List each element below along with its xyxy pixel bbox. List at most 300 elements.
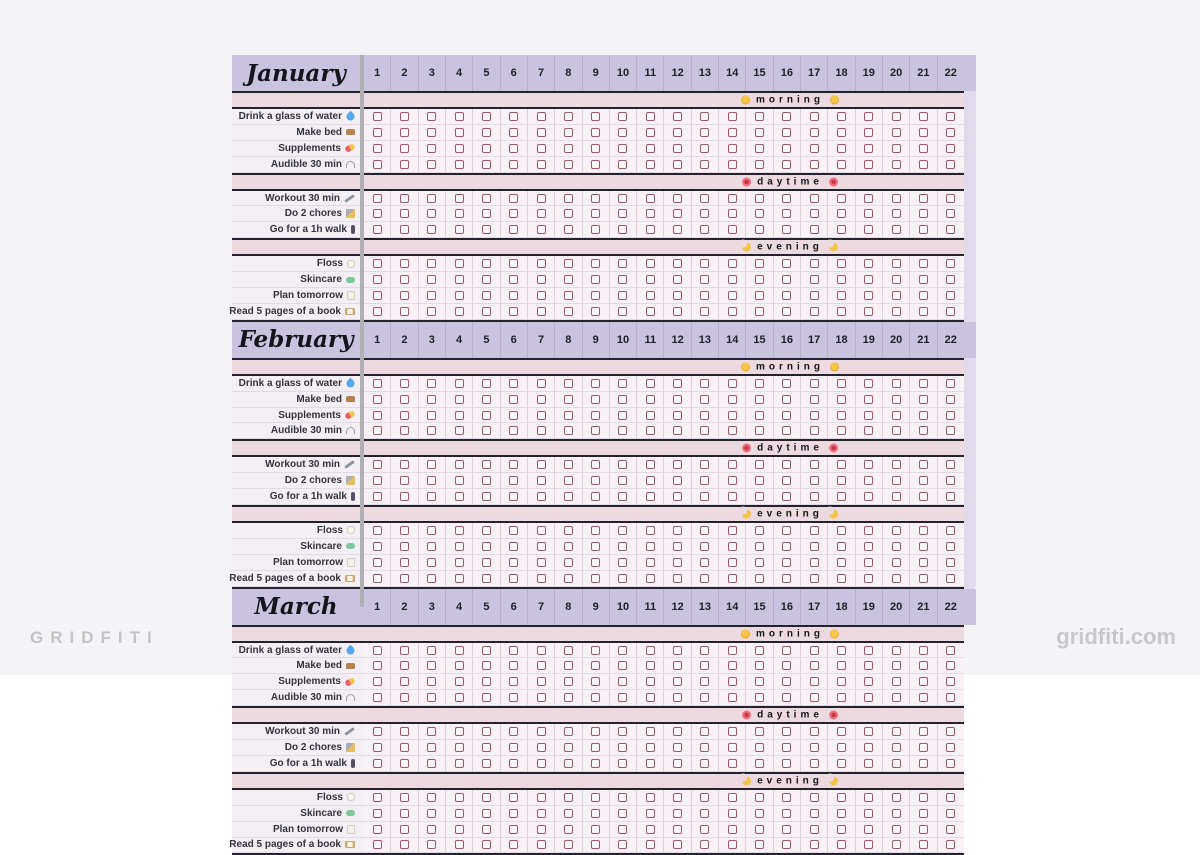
- checkbox-cell[interactable]: [691, 740, 718, 755]
- habit-checkbox[interactable]: [919, 128, 928, 137]
- checkbox-cell[interactable]: [663, 690, 690, 705]
- habit-checkbox[interactable]: [482, 661, 491, 670]
- habit-checkbox[interactable]: [810, 677, 819, 686]
- habit-checkbox[interactable]: [700, 259, 709, 268]
- habit-checkbox[interactable]: [618, 743, 627, 752]
- checkbox-cell[interactable]: [554, 191, 581, 206]
- checkbox-cell[interactable]: [718, 376, 745, 391]
- checkbox-cell[interactable]: [500, 408, 527, 423]
- habit-checkbox[interactable]: [755, 759, 764, 768]
- habit-checkbox[interactable]: [537, 759, 546, 768]
- checkbox-cell[interactable]: [636, 222, 663, 237]
- habit-checkbox[interactable]: [782, 426, 791, 435]
- habit-checkbox[interactable]: [864, 395, 873, 404]
- habit-checkbox[interactable]: [646, 558, 655, 567]
- checkbox-cell[interactable]: [663, 256, 690, 271]
- habit-checkbox[interactable]: [782, 291, 791, 300]
- checkbox-cell[interactable]: [472, 555, 499, 570]
- habit-checkbox[interactable]: [482, 426, 491, 435]
- checkbox-cell[interactable]: [445, 674, 472, 689]
- habit-checkbox[interactable]: [509, 743, 518, 752]
- checkbox-cell[interactable]: [554, 157, 581, 172]
- checkbox-cell[interactable]: [718, 690, 745, 705]
- checkbox-cell[interactable]: [554, 756, 581, 771]
- checkbox-cell[interactable]: [855, 392, 882, 407]
- habit-checkbox[interactable]: [782, 558, 791, 567]
- checkbox-cell[interactable]: [582, 288, 609, 303]
- checkbox-cell[interactable]: [827, 272, 854, 287]
- checkbox-cell[interactable]: [800, 423, 827, 438]
- checkbox-cell[interactable]: [582, 222, 609, 237]
- habit-checkbox[interactable]: [400, 743, 409, 752]
- checkbox-cell[interactable]: [855, 674, 882, 689]
- habit-checkbox[interactable]: [591, 395, 600, 404]
- habit-checkbox[interactable]: [509, 677, 518, 686]
- habit-checkbox[interactable]: [509, 259, 518, 268]
- checkbox-cell[interactable]: [418, 109, 445, 124]
- checkbox-cell[interactable]: [390, 489, 417, 504]
- checkbox-cell[interactable]: [773, 288, 800, 303]
- habit-checkbox[interactable]: [509, 194, 518, 203]
- habit-checkbox[interactable]: [892, 476, 901, 485]
- habit-checkbox[interactable]: [618, 307, 627, 316]
- checkbox-cell[interactable]: [745, 838, 772, 853]
- checkbox-cell[interactable]: [800, 790, 827, 805]
- habit-checkbox[interactable]: [864, 194, 873, 203]
- habit-checkbox[interactable]: [673, 574, 682, 583]
- habit-checkbox[interactable]: [564, 840, 573, 849]
- habit-checkbox[interactable]: [782, 574, 791, 583]
- habit-checkbox[interactable]: [373, 526, 382, 535]
- checkbox-cell[interactable]: [745, 125, 772, 140]
- checkbox-cell[interactable]: [800, 222, 827, 237]
- checkbox-cell[interactable]: [663, 109, 690, 124]
- habit-checkbox[interactable]: [537, 840, 546, 849]
- checkbox-cell[interactable]: [937, 539, 964, 554]
- checkbox-cell[interactable]: [827, 408, 854, 423]
- checkbox-cell[interactable]: [800, 392, 827, 407]
- checkbox-cell[interactable]: [364, 555, 390, 570]
- habit-checkbox[interactable]: [810, 661, 819, 670]
- habit-checkbox[interactable]: [564, 661, 573, 670]
- checkbox-cell[interactable]: [472, 724, 499, 739]
- checkbox-cell[interactable]: [800, 256, 827, 271]
- checkbox-cell[interactable]: [390, 571, 417, 586]
- checkbox-cell[interactable]: [445, 191, 472, 206]
- habit-checkbox[interactable]: [373, 809, 382, 818]
- checkbox-cell[interactable]: [390, 555, 417, 570]
- checkbox-cell[interactable]: [773, 392, 800, 407]
- checkbox-cell[interactable]: [937, 125, 964, 140]
- checkbox-cell[interactable]: [800, 489, 827, 504]
- habit-checkbox[interactable]: [537, 307, 546, 316]
- checkbox-cell[interactable]: [364, 457, 390, 472]
- checkbox-cell[interactable]: [745, 555, 772, 570]
- checkbox-cell[interactable]: [390, 109, 417, 124]
- checkbox-cell[interactable]: [472, 109, 499, 124]
- checkbox-cell[interactable]: [364, 109, 390, 124]
- habit-checkbox[interactable]: [728, 291, 737, 300]
- habit-checkbox[interactable]: [837, 693, 846, 702]
- habit-checkbox[interactable]: [700, 677, 709, 686]
- checkbox-cell[interactable]: [527, 571, 554, 586]
- checkbox-cell[interactable]: [500, 523, 527, 538]
- habit-checkbox[interactable]: [946, 759, 955, 768]
- checkbox-cell[interactable]: [390, 392, 417, 407]
- habit-checkbox[interactable]: [482, 128, 491, 137]
- habit-checkbox[interactable]: [755, 743, 764, 752]
- habit-checkbox[interactable]: [837, 646, 846, 655]
- checkbox-cell[interactable]: [800, 206, 827, 221]
- habit-checkbox[interactable]: [782, 492, 791, 501]
- habit-checkbox[interactable]: [700, 840, 709, 849]
- habit-checkbox[interactable]: [946, 160, 955, 169]
- habit-checkbox[interactable]: [537, 426, 546, 435]
- checkbox-cell[interactable]: [663, 457, 690, 472]
- habit-checkbox[interactable]: [646, 476, 655, 485]
- checkbox-cell[interactable]: [718, 109, 745, 124]
- habit-checkbox[interactable]: [373, 209, 382, 218]
- checkbox-cell[interactable]: [691, 222, 718, 237]
- checkbox-cell[interactable]: [418, 658, 445, 673]
- habit-checkbox[interactable]: [400, 209, 409, 218]
- habit-checkbox[interactable]: [646, 727, 655, 736]
- habit-checkbox[interactable]: [946, 307, 955, 316]
- checkbox-cell[interactable]: [418, 125, 445, 140]
- checkbox-cell[interactable]: [445, 288, 472, 303]
- checkbox-cell[interactable]: [500, 457, 527, 472]
- habit-checkbox[interactable]: [864, 112, 873, 121]
- habit-checkbox[interactable]: [646, 395, 655, 404]
- checkbox-cell[interactable]: [500, 756, 527, 771]
- checkbox-cell[interactable]: [582, 658, 609, 673]
- checkbox-cell[interactable]: [609, 658, 636, 673]
- checkbox-cell[interactable]: [800, 141, 827, 156]
- checkbox-cell[interactable]: [663, 571, 690, 586]
- checkbox-cell[interactable]: [773, 571, 800, 586]
- checkbox-cell[interactable]: [527, 555, 554, 570]
- checkbox-cell[interactable]: [663, 838, 690, 853]
- habit-checkbox[interactable]: [427, 411, 436, 420]
- habit-checkbox[interactable]: [537, 558, 546, 567]
- checkbox-cell[interactable]: [800, 157, 827, 172]
- checkbox-cell[interactable]: [364, 756, 390, 771]
- checkbox-cell[interactable]: [827, 571, 854, 586]
- habit-checkbox[interactable]: [564, 259, 573, 268]
- checkbox-cell[interactable]: [691, 109, 718, 124]
- habit-checkbox[interactable]: [427, 460, 436, 469]
- checkbox-cell[interactable]: [882, 690, 909, 705]
- checkbox-cell[interactable]: [691, 790, 718, 805]
- checkbox-cell[interactable]: [909, 392, 936, 407]
- checkbox-cell[interactable]: [745, 109, 772, 124]
- habit-checkbox[interactable]: [782, 379, 791, 388]
- habit-checkbox[interactable]: [373, 275, 382, 284]
- checkbox-cell[interactable]: [364, 690, 390, 705]
- habit-checkbox[interactable]: [564, 411, 573, 420]
- habit-checkbox[interactable]: [591, 225, 600, 234]
- habit-checkbox[interactable]: [700, 693, 709, 702]
- habit-checkbox[interactable]: [810, 460, 819, 469]
- habit-checkbox[interactable]: [400, 426, 409, 435]
- checkbox-cell[interactable]: [773, 643, 800, 658]
- habit-checkbox[interactable]: [700, 426, 709, 435]
- checkbox-cell[interactable]: [882, 489, 909, 504]
- checkbox-cell[interactable]: [364, 191, 390, 206]
- habit-checkbox[interactable]: [728, 542, 737, 551]
- checkbox-cell[interactable]: [663, 222, 690, 237]
- habit-checkbox[interactable]: [837, 661, 846, 670]
- checkbox-cell[interactable]: [554, 822, 581, 837]
- habit-checkbox[interactable]: [537, 259, 546, 268]
- habit-checkbox[interactable]: [892, 225, 901, 234]
- habit-checkbox[interactable]: [482, 759, 491, 768]
- habit-checkbox[interactable]: [537, 144, 546, 153]
- habit-checkbox[interactable]: [591, 693, 600, 702]
- checkbox-cell[interactable]: [745, 288, 772, 303]
- checkbox-cell[interactable]: [390, 191, 417, 206]
- checkbox-cell[interactable]: [855, 191, 882, 206]
- habit-checkbox[interactable]: [755, 112, 764, 121]
- checkbox-cell[interactable]: [937, 473, 964, 488]
- checkbox-cell[interactable]: [663, 489, 690, 504]
- checkbox-cell[interactable]: [364, 125, 390, 140]
- checkbox-cell[interactable]: [663, 376, 690, 391]
- checkbox-cell[interactable]: [390, 288, 417, 303]
- checkbox-cell[interactable]: [909, 408, 936, 423]
- habit-checkbox[interactable]: [537, 275, 546, 284]
- habit-checkbox[interactable]: [427, 112, 436, 121]
- habit-checkbox[interactable]: [728, 558, 737, 567]
- checkbox-cell[interactable]: [800, 473, 827, 488]
- habit-checkbox[interactable]: [373, 793, 382, 802]
- checkbox-cell[interactable]: [827, 740, 854, 755]
- checkbox-cell[interactable]: [827, 690, 854, 705]
- checkbox-cell[interactable]: [882, 222, 909, 237]
- habit-checkbox[interactable]: [700, 558, 709, 567]
- checkbox-cell[interactable]: [472, 222, 499, 237]
- habit-checkbox[interactable]: [564, 209, 573, 218]
- checkbox-cell[interactable]: [445, 304, 472, 319]
- habit-checkbox[interactable]: [646, 259, 655, 268]
- checkbox-cell[interactable]: [527, 523, 554, 538]
- checkbox-cell[interactable]: [745, 571, 772, 586]
- habit-checkbox[interactable]: [810, 840, 819, 849]
- checkbox-cell[interactable]: [909, 674, 936, 689]
- checkbox-cell[interactable]: [773, 109, 800, 124]
- checkbox-cell[interactable]: [937, 457, 964, 472]
- habit-checkbox[interactable]: [482, 112, 491, 121]
- habit-checkbox[interactable]: [892, 395, 901, 404]
- checkbox-cell[interactable]: [937, 423, 964, 438]
- checkbox-cell[interactable]: [500, 473, 527, 488]
- habit-checkbox[interactable]: [755, 275, 764, 284]
- habit-checkbox[interactable]: [946, 259, 955, 268]
- habit-checkbox[interactable]: [482, 209, 491, 218]
- habit-checkbox[interactable]: [864, 825, 873, 834]
- habit-checkbox[interactable]: [618, 426, 627, 435]
- checkbox-cell[interactable]: [937, 288, 964, 303]
- habit-checkbox[interactable]: [455, 194, 464, 203]
- checkbox-cell[interactable]: [937, 157, 964, 172]
- habit-checkbox[interactable]: [810, 693, 819, 702]
- habit-checkbox[interactable]: [810, 411, 819, 420]
- checkbox-cell[interactable]: [582, 822, 609, 837]
- checkbox-cell[interactable]: [636, 109, 663, 124]
- checkbox-cell[interactable]: [800, 457, 827, 472]
- checkbox-cell[interactable]: [745, 806, 772, 821]
- habit-checkbox[interactable]: [673, 727, 682, 736]
- habit-checkbox[interactable]: [564, 677, 573, 686]
- checkbox-cell[interactable]: [418, 408, 445, 423]
- checkbox-cell[interactable]: [882, 125, 909, 140]
- habit-checkbox[interactable]: [755, 291, 764, 300]
- habit-checkbox[interactable]: [591, 840, 600, 849]
- habit-checkbox[interactable]: [509, 307, 518, 316]
- habit-checkbox[interactable]: [700, 460, 709, 469]
- habit-checkbox[interactable]: [810, 275, 819, 284]
- checkbox-cell[interactable]: [909, 206, 936, 221]
- checkbox-cell[interactable]: [691, 724, 718, 739]
- habit-checkbox[interactable]: [564, 693, 573, 702]
- habit-checkbox[interactable]: [700, 291, 709, 300]
- checkbox-cell[interactable]: [500, 125, 527, 140]
- checkbox-cell[interactable]: [718, 724, 745, 739]
- habit-checkbox[interactable]: [646, 646, 655, 655]
- habit-checkbox[interactable]: [509, 840, 518, 849]
- checkbox-cell[interactable]: [718, 806, 745, 821]
- checkbox-cell[interactable]: [390, 272, 417, 287]
- checkbox-cell[interactable]: [418, 256, 445, 271]
- habit-checkbox[interactable]: [864, 574, 873, 583]
- checkbox-cell[interactable]: [855, 838, 882, 853]
- checkbox-cell[interactable]: [773, 489, 800, 504]
- checkbox-cell[interactable]: [527, 473, 554, 488]
- habit-checkbox[interactable]: [591, 677, 600, 686]
- checkbox-cell[interactable]: [937, 206, 964, 221]
- checkbox-cell[interactable]: [472, 690, 499, 705]
- habit-checkbox[interactable]: [591, 558, 600, 567]
- checkbox-cell[interactable]: [418, 457, 445, 472]
- checkbox-cell[interactable]: [500, 822, 527, 837]
- habit-checkbox[interactable]: [919, 492, 928, 501]
- checkbox-cell[interactable]: [691, 571, 718, 586]
- checkbox-cell[interactable]: [691, 555, 718, 570]
- habit-checkbox[interactable]: [728, 259, 737, 268]
- checkbox-cell[interactable]: [364, 523, 390, 538]
- habit-checkbox[interactable]: [482, 693, 491, 702]
- habit-checkbox[interactable]: [837, 307, 846, 316]
- checkbox-cell[interactable]: [609, 555, 636, 570]
- checkbox-cell[interactable]: [500, 304, 527, 319]
- checkbox-cell[interactable]: [691, 473, 718, 488]
- habit-checkbox[interactable]: [810, 558, 819, 567]
- habit-checkbox[interactable]: [919, 677, 928, 686]
- habit-checkbox[interactable]: [946, 144, 955, 153]
- checkbox-cell[interactable]: [882, 473, 909, 488]
- checkbox-cell[interactable]: [582, 674, 609, 689]
- habit-checkbox[interactable]: [919, 225, 928, 234]
- habit-checkbox[interactable]: [728, 307, 737, 316]
- habit-checkbox[interactable]: [482, 144, 491, 153]
- checkbox-cell[interactable]: [855, 658, 882, 673]
- habit-checkbox[interactable]: [400, 759, 409, 768]
- checkbox-cell[interactable]: [855, 756, 882, 771]
- habit-checkbox[interactable]: [892, 574, 901, 583]
- checkbox-cell[interactable]: [364, 304, 390, 319]
- checkbox-cell[interactable]: [472, 740, 499, 755]
- habit-checkbox[interactable]: [482, 574, 491, 583]
- habit-checkbox[interactable]: [646, 809, 655, 818]
- habit-checkbox[interactable]: [864, 291, 873, 300]
- checkbox-cell[interactable]: [609, 838, 636, 853]
- checkbox-cell[interactable]: [582, 457, 609, 472]
- habit-checkbox[interactable]: [919, 743, 928, 752]
- checkbox-cell[interactable]: [527, 643, 554, 658]
- habit-checkbox[interactable]: [427, 291, 436, 300]
- habit-checkbox[interactable]: [755, 395, 764, 404]
- habit-checkbox[interactable]: [427, 194, 436, 203]
- habit-checkbox[interactable]: [892, 743, 901, 752]
- checkbox-cell[interactable]: [445, 555, 472, 570]
- checkbox-cell[interactable]: [937, 256, 964, 271]
- habit-checkbox[interactable]: [455, 379, 464, 388]
- habit-checkbox[interactable]: [509, 542, 518, 551]
- habit-checkbox[interactable]: [919, 411, 928, 420]
- checkbox-cell[interactable]: [364, 423, 390, 438]
- habit-checkbox[interactable]: [509, 128, 518, 137]
- checkbox-cell[interactable]: [800, 838, 827, 853]
- checkbox-cell[interactable]: [718, 658, 745, 673]
- habit-checkbox[interactable]: [427, 542, 436, 551]
- habit-checkbox[interactable]: [646, 693, 655, 702]
- checkbox-cell[interactable]: [554, 555, 581, 570]
- checkbox-cell[interactable]: [418, 392, 445, 407]
- habit-checkbox[interactable]: [728, 759, 737, 768]
- habit-checkbox[interactable]: [700, 128, 709, 137]
- habit-checkbox[interactable]: [837, 825, 846, 834]
- checkbox-cell[interactable]: [527, 822, 554, 837]
- checkbox-cell[interactable]: [827, 288, 854, 303]
- habit-checkbox[interactable]: [810, 259, 819, 268]
- habit-checkbox[interactable]: [837, 411, 846, 420]
- habit-checkbox[interactable]: [455, 574, 464, 583]
- checkbox-cell[interactable]: [663, 806, 690, 821]
- habit-checkbox[interactable]: [618, 128, 627, 137]
- habit-checkbox[interactable]: [673, 160, 682, 169]
- checkbox-cell[interactable]: [472, 806, 499, 821]
- habit-checkbox[interactable]: [864, 411, 873, 420]
- habit-checkbox[interactable]: [810, 395, 819, 404]
- habit-checkbox[interactable]: [591, 825, 600, 834]
- checkbox-cell[interactable]: [582, 109, 609, 124]
- checkbox-cell[interactable]: [663, 790, 690, 805]
- habit-checkbox[interactable]: [728, 727, 737, 736]
- checkbox-cell[interactable]: [582, 571, 609, 586]
- habit-checkbox[interactable]: [892, 646, 901, 655]
- habit-checkbox[interactable]: [618, 840, 627, 849]
- habit-checkbox[interactable]: [400, 661, 409, 670]
- checkbox-cell[interactable]: [445, 206, 472, 221]
- checkbox-cell[interactable]: [418, 790, 445, 805]
- habit-checkbox[interactable]: [700, 144, 709, 153]
- checkbox-cell[interactable]: [418, 822, 445, 837]
- habit-checkbox[interactable]: [646, 112, 655, 121]
- checkbox-cell[interactable]: [609, 539, 636, 554]
- habit-checkbox[interactable]: [837, 793, 846, 802]
- habit-checkbox[interactable]: [591, 542, 600, 551]
- habit-checkbox[interactable]: [564, 307, 573, 316]
